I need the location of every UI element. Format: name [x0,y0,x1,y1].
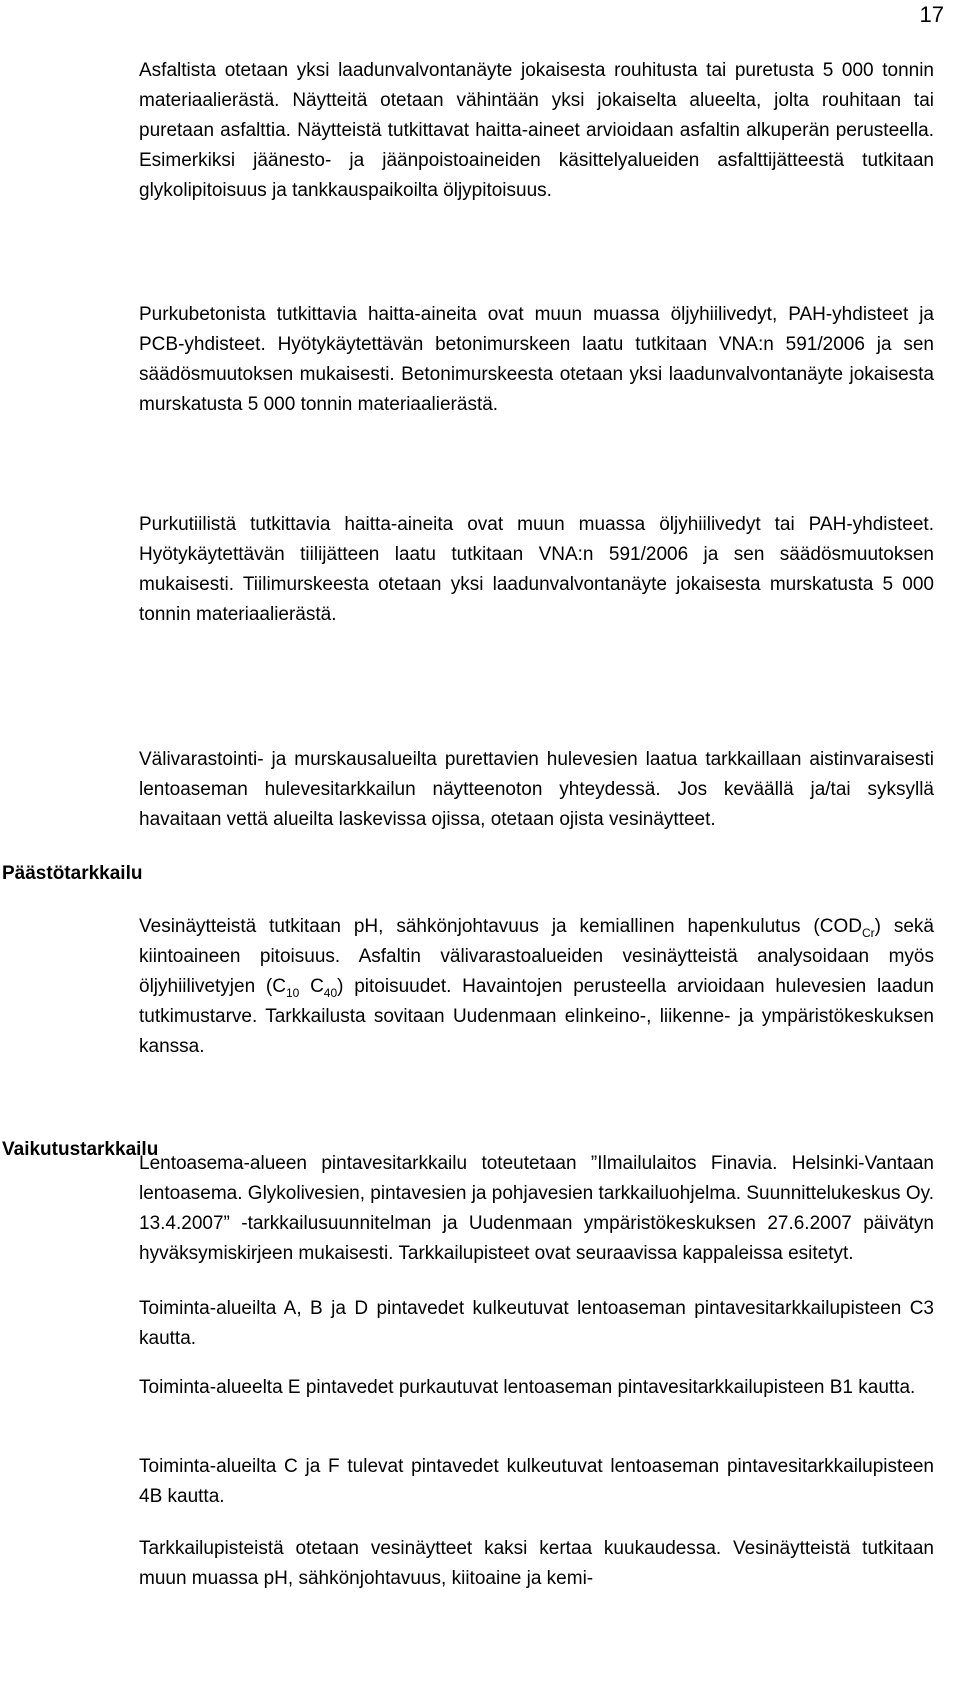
heading-impact-monitoring: Vaikutustarkkailu [2,1139,159,1160]
water-text-part-b: ) sekä kiintoaineen pitoisuus. Asfaltin välivarastoalueiden vesinäytteistä analysoidaan myös öljyhiilivetyjen (C [139,916,934,997]
water-text-part-c: C [299,976,324,997]
page-number: 17 [919,2,944,27]
water-text-part-a: Vesinäytteistä tutkitaan pH, sähkönjohtavuus ja kemiallinen hapenkulutus (COD [139,916,862,937]
paragraph-concrete-contaminants: Purkubetonista tutkittavia haitta-aineita ovat muun muassa öljyhiilivedyt, PAH-yhdisteet ja PCB-yhdisteet. Hyötykäytettävän betonimurskeen laatu tutkitaan VNA:n 591/2006 ja sen säädösmuutoksen mukaisesti. Betonimurskeesta otetaan yksi laadunvalvontanäyte jokaisesta murskatusta 5 000 tonnin materiaalierästä. [139,304,934,415]
heading-emission-monitoring: Päästötarkkailu [2,863,143,884]
paragraph-stormwater-inspection: Välivarastointi- ja murskausalueilta purettavien hulevesien laatua tarkkaillaan aistinvaraisesti lentoaseman hulevesitarkkailun näytteenoton yhteydessä. Jos keväällä ja/tai syksyllä havaitaan vettä alueilta laskevissa ojissa, otetaan ojista vesinäytteet. [139,749,934,830]
paragraph-asphalt-sampling: Asfaltista otetaan yksi laadunvalvontanäyte jokaisesta rouhitusta tai puretusta 5 000 tonnin materiaalierästä. Näytteitä otetaan vähintään yksi jokaiselta alueelta, jolta rouhitaan tai puretaan asfalttia. Näytteistä tutkittavat haitta-aineet arvioidaan asfaltin alkuperän perusteella. Esimerkiksi jäänesto- ja jäänpoistoaineiden käsittelyalueiden asfalttijätteestä tutkitaan glykolipitoisuus ja tankkauspaikoilta öljypitoisuus. [139,60,934,201]
paragraph-sampling-frequency: Tarkkailupisteistä otetaan vesinäytteet kaksi kertaa kuukaudessa. Vesinäytteistä tutkitaan muun muassa pH, sähkönjohtavuus, kiitoaine ja kemi- [139,1538,934,1589]
carbon-range-start-subscript: 10 [285,985,300,1000]
paragraph-areas-cf: Toiminta-alueilta C ja F tulevat pintavedet kulkeutuvat lentoaseman pintavesitarkkailupisteen 4B kautta. [139,1456,934,1507]
paragraph-water-sample-analysis [139,912,934,1062]
carbon-range-end-subscript: 40 [323,985,338,1000]
paragraph-surface-water-monitoring: Lentoasema-alueen pintavesitarkkailu toteutetaan ”Ilmailulaitos Finavia. Helsinki-Vantaan lentoasema. Glykolivesien, pintavesien ja pohjavesien tarkkailuohjelma. Suunnittelukeskus Oy. 13.4.2007” -tarkkailusuunnitelman ja Uudenmaan ympäristökeskuksen 27.6.2007 päivätyn hyväksymiskirjeen mukaisesti. Tarkkailupisteet ovat seuraavissa kappaleissa esitetyt. [139,1153,934,1264]
paragraph-areas-abd: Toiminta-alueilta A, B ja D pintavedet kulkeutuvat lentoaseman pintavesitarkkailupisteen C3 kautta. [139,1298,934,1349]
water-text-part-d: ) pitoisuudet. Havaintojen perusteella arvioidaan hulevesien laadun tutkimustarve. Tarkkailusta sovitaan Uudenmaan elinkeino-, liikenne- ja ympäristökeskuksen kanssa. [139,976,935,1057]
paragraph-area-e: Toiminta-alueelta E pintavedet purkautuvat lentoaseman pintavesitarkkailupisteen B1 kautta. [139,1377,916,1398]
cod-subscript: Cr [861,925,875,940]
paragraph-brick-contaminants: Purkutiilistä tutkittavia haitta-aineita ovat muun muassa öljyhiilivedyt tai PAH-yhdisteet. Hyötykäytettävän tiilijätteen laatu tutkitaan VNA:n 591/2006 ja sen säädösmuutoksen mukaisesti. Tiilimurskeesta otetaan yksi laadunvalvontanäyte jokaisesta murskatusta 5 000 tonnin materiaalierästä. [139,514,934,625]
